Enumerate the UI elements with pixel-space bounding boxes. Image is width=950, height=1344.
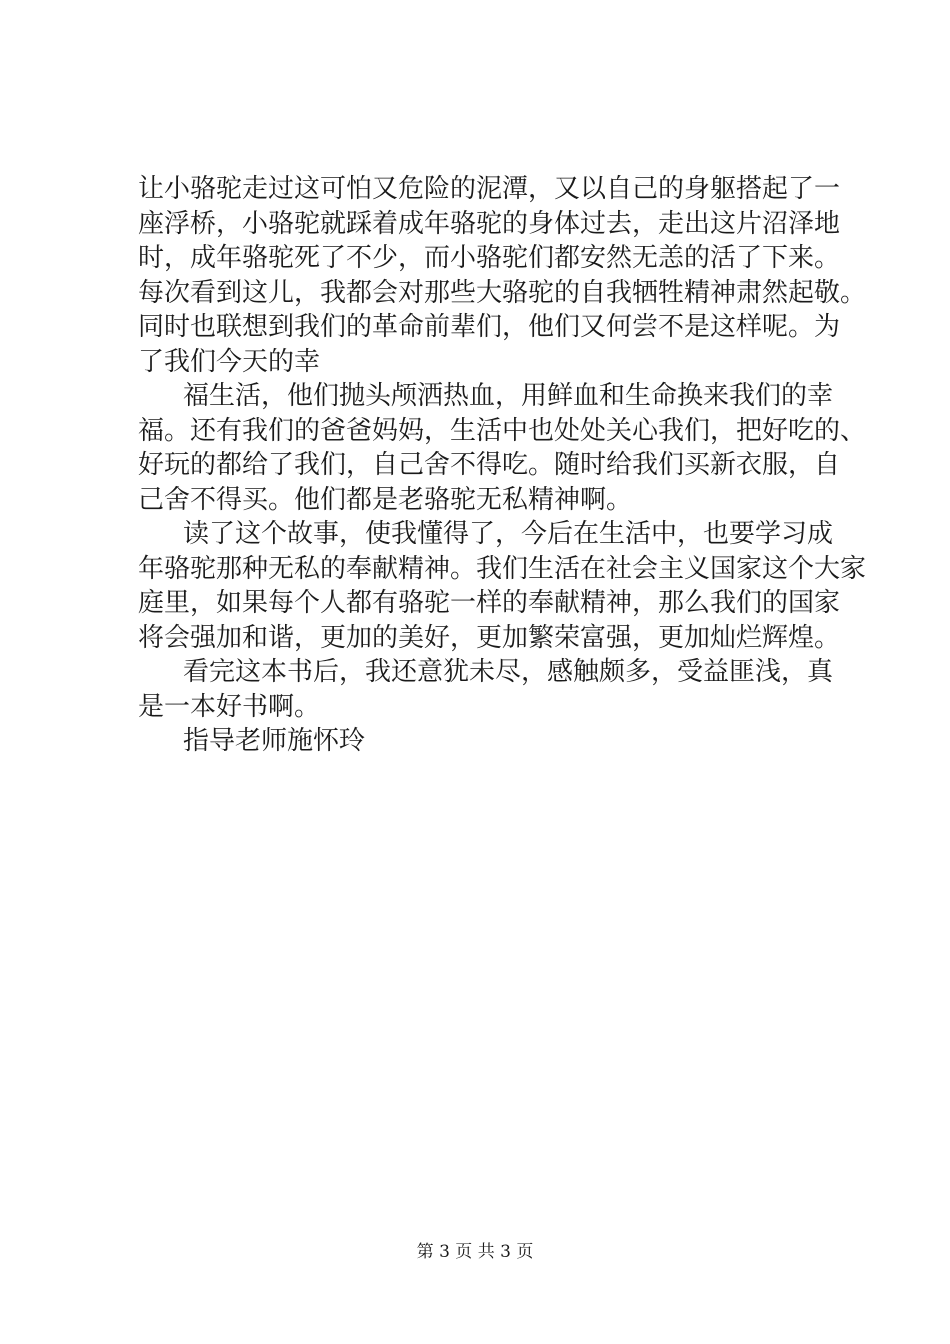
text-line: 时，成年骆驼死了不少，而小骆驼们都安然无恙的活了下来。 — [138, 243, 841, 273]
text-line: 是一本好书啊。 — [138, 691, 321, 722]
text-line: 读了这个故事，使我懂得了，今后在生活中，也要学习成 — [183, 519, 834, 549]
text-line: 同时也联想到我们的革命前辈们，他们又何尝不是这样呢。为 — [138, 312, 841, 342]
text-line: 了我们今天的幸 — [138, 346, 321, 377]
text-line: 看完这本书后，我还意犹未尽，感触颇多，受益匪浅，真 — [183, 657, 834, 687]
text-line: 庭里，如果每个人都有骆驼一样的奉献精神，那么我们的国家 — [138, 588, 841, 618]
text-line: 福生活，他们抛头颅洒热血，用鲜血和生命换来我们的幸 — [183, 381, 834, 411]
text-line: 每次看到这儿，我都会对那些大骆驼的自我牺牲精神肃然起敬。 — [138, 277, 867, 308]
text-line: 将会强加和谐，更加的美好，更加繁荣富强，更加灿烂辉煌。 — [138, 622, 841, 653]
text-line: 让小骆驼走过这可怕又危险的泥潭，又以自己的身躯搭起了一 — [138, 174, 841, 204]
text-line: 好玩的都给了我们，自己舍不得吃。随时给我们买新衣服，自 — [138, 450, 841, 480]
text-line: 座浮桥，小骆驼就踩着成年骆驼的身体过去，走出这片沼泽地 — [138, 208, 841, 239]
text-line: 己舍不得买。他们都是老骆驼无私精神啊。 — [138, 484, 633, 515]
page-number-footer: 第 3 页 共 3 页 — [416, 1242, 534, 1262]
text-line: 福。还有我们的爸爸妈妈，生活中也处处关心我们，把好吃的、 — [138, 415, 867, 446]
text-line: 年骆驼那种无私的奉献精神。我们生活在社会主义国家这个大家 — [138, 553, 867, 584]
signature-line: 指导老师施怀玲 — [183, 726, 366, 756]
document-body — [138, 172, 867, 759]
